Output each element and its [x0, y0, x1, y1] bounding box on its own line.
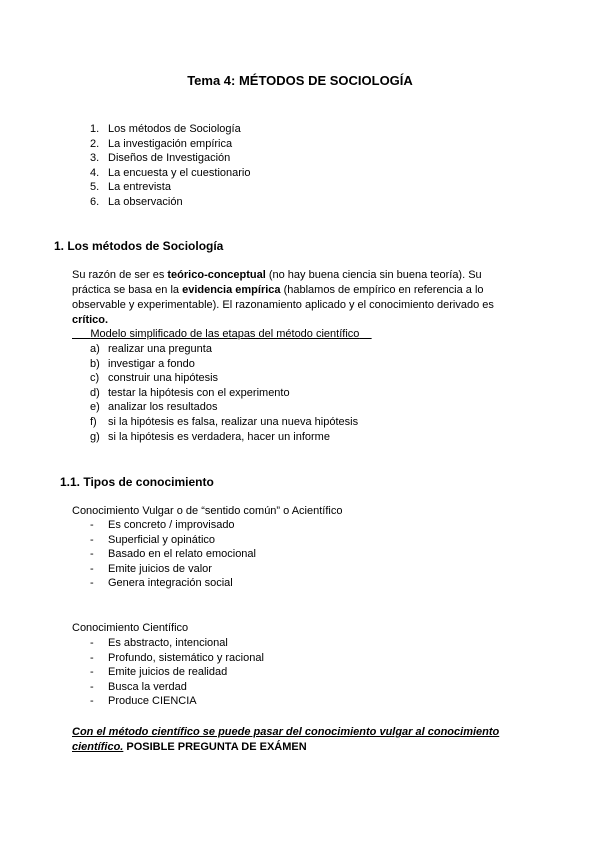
exam-note-italic: Con el método científico se puede pasar del conocimiento vulgar al conocimiento científico. [72, 726, 500, 753]
list-item [90, 665, 264, 680]
list-item [90, 651, 264, 666]
toc-number: 5. [90, 181, 100, 194]
list-text: Produce CIENCIA [108, 695, 197, 708]
section-heading: 1. Los métodos de Sociología [54, 239, 224, 253]
paragraph-bold: evidencia empírica [182, 284, 281, 296]
list-label: b) [90, 357, 100, 370]
intro-paragraph [72, 268, 520, 328]
toc-number: 3. [90, 152, 100, 165]
list-label: c) [90, 372, 100, 385]
page-title: Tema 4: MÉTODOS DE SOCIOLOGÍA [187, 73, 413, 88]
dash-bullet: - [90, 651, 94, 664]
toc-item [90, 180, 250, 195]
model-title [72, 327, 372, 341]
list-label: a) [90, 343, 100, 355]
exam-note-caps: POSIBLE PREGUNTA DE EXÁMEN [123, 741, 307, 753]
dash-bullet: - [90, 533, 94, 546]
list-item [90, 371, 358, 386]
list-text: construir una hipótesis [108, 372, 219, 385]
list-text: analizar los resultados [108, 401, 218, 414]
dash-bullet: - [90, 548, 94, 561]
paragraph-text: (hablamos de empírico en referencia a lo observable y experimentable). El razonamiento aplicado y el conocimiento derivado es [72, 284, 494, 311]
scientific-knowledge-title: Conocimiento Científico [72, 622, 189, 634]
list-item [90, 562, 256, 577]
vulgar-knowledge-title: Conocimiento Vulgar o de “sentido común” o Acientífico [72, 505, 343, 517]
toc-text: La investigación empírica [108, 137, 233, 150]
list-label: e) [90, 401, 100, 414]
toc-number: 2. [90, 137, 100, 150]
list-text: Superficial y opinático [108, 533, 216, 546]
subsection-heading: 1.1. Tipos de conocimiento [60, 475, 214, 489]
toc-item [90, 151, 250, 166]
list-text: realizar una pregunta [108, 343, 212, 355]
toc-number: 4. [90, 166, 100, 179]
list-item [90, 430, 358, 445]
list-label: g) [90, 430, 100, 443]
list-item [90, 386, 358, 401]
paragraph-bold: crítico. [72, 314, 109, 326]
list-text: Profundo, sistemático y racional [108, 651, 264, 664]
list-item [90, 576, 256, 591]
list-text: Es abstracto, intencional [108, 637, 228, 649]
list-text: testar la hipótesis con el experimento [108, 386, 290, 399]
list-label: f) [90, 415, 97, 428]
toc-text: La encuesta y el cuestionario [108, 166, 251, 179]
toc-text: Diseños de Investigación [108, 152, 231, 165]
model-title-text: Modelo simplificado de las etapas del método científico [90, 328, 360, 340]
list-item [90, 694, 264, 709]
list-text: Es concreto / improvisado [108, 519, 235, 531]
dash-bullet: - [90, 562, 94, 575]
toc-item [90, 195, 250, 210]
toc-text: La entrevista [108, 181, 171, 194]
list-text: si la hipótesis es verdadera, hacer un informe [108, 430, 330, 443]
toc-text: Los métodos de Sociología [108, 123, 241, 135]
list-item [90, 518, 256, 533]
method-steps-list [90, 342, 358, 444]
toc-item [90, 122, 250, 137]
list-item [90, 547, 256, 562]
paragraph-text: Su razón de ser es [72, 269, 168, 281]
list-text: Emite juicios de valor [108, 562, 212, 575]
toc-number: 1. [90, 123, 100, 135]
list-text: Genera integración social [108, 577, 233, 590]
dash-bullet: - [90, 695, 94, 708]
list-item [90, 357, 358, 372]
list-item [90, 415, 358, 430]
list-text: Emite juicios de realidad [108, 666, 228, 679]
list-item [90, 342, 358, 357]
dash-bullet: - [90, 577, 94, 590]
dash-bullet: - [90, 519, 94, 531]
list-label: d) [90, 386, 100, 399]
list-item [90, 533, 256, 548]
scientific-knowledge-list [90, 636, 264, 709]
paragraph-bold: teórico-conceptual [167, 269, 266, 281]
dash-bullet: - [90, 666, 94, 679]
toc-item [90, 166, 250, 181]
toc-number: 6. [90, 195, 100, 208]
list-item [90, 400, 358, 415]
dash-bullet: - [90, 680, 94, 693]
toc-item [90, 137, 250, 152]
toc-text: La observación [108, 195, 183, 208]
paragraph-text: (no hay buena ciencia sin buena teoría). Su práctica se basa en la [72, 269, 482, 296]
list-text: Busca la verdad [108, 680, 187, 693]
list-text: si la hipótesis es falsa, realizar una nueva hipótesis [108, 415, 359, 428]
table-of-contents [90, 122, 250, 210]
list-text: investigar a fondo [108, 357, 195, 370]
list-text: Basado en el relato emocional [108, 548, 256, 561]
vulgar-knowledge-list [90, 518, 256, 591]
list-item [90, 636, 264, 651]
list-item [90, 680, 264, 695]
exam-note [72, 725, 522, 755]
dash-bullet: - [90, 637, 94, 649]
